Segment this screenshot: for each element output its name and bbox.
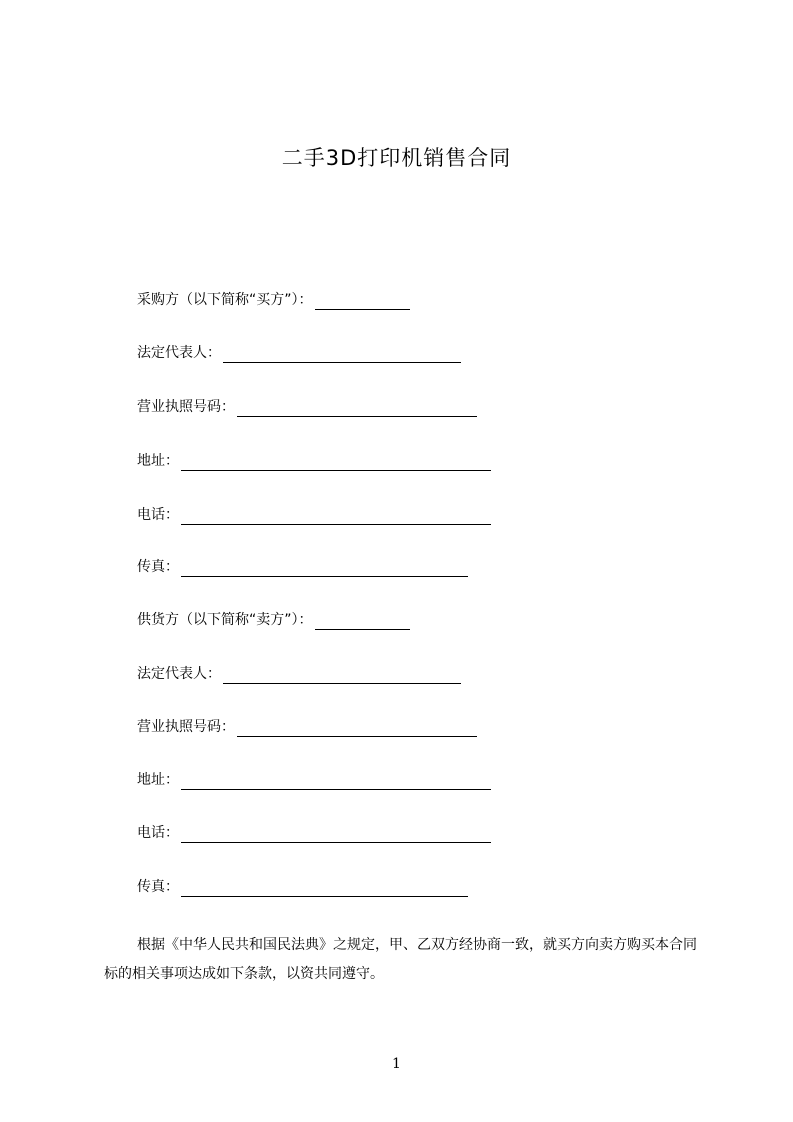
seller-legal-rep-label: 法定代表人： [137,666,221,682]
buyer-legal-rep-label: 法定代表人： [137,345,221,361]
buyer-fax-label: 传真： [137,559,179,575]
buyer-party-blank[interactable] [315,294,410,310]
seller-phone-label: 电话： [137,825,179,841]
buyer-address-field [137,451,491,471]
seller-address-field [137,770,491,790]
buyer-phone-blank[interactable] [181,509,491,525]
buyer-fax-field [137,557,468,577]
page-number: 1 [392,1056,401,1072]
seller-party-field [137,610,410,630]
buyer-license-label: 营业执照号码： [137,399,235,415]
buyer-party-label: 采购方（以下简称“买方”）： [137,292,313,308]
buyer-license-field [137,397,477,417]
preamble-text: 根据《中华人民共和国民法典》之规定，甲、乙双方经协商一致，就买方向卖方购买本合同标的相关事项达成如下条款，以资共同遵守。 [104,937,697,982]
seller-party-label: 供货方（以下简称“卖方”）： [137,612,313,628]
seller-address-label: 地址： [137,772,179,788]
buyer-legal-rep-field [137,343,461,363]
seller-legal-rep-blank[interactable] [223,668,461,684]
buyer-legal-rep-blank[interactable] [223,347,461,363]
seller-fax-field [137,877,468,897]
seller-license-label: 营业执照号码： [137,719,235,735]
seller-address-blank[interactable] [181,774,491,790]
seller-phone-field [137,823,491,843]
seller-party-blank[interactable] [315,614,410,630]
buyer-party-field [137,290,410,310]
seller-fax-label: 传真： [137,879,179,895]
buyer-fax-blank[interactable] [181,561,468,577]
buyer-license-blank[interactable] [237,401,477,417]
seller-license-blank[interactable] [237,721,477,737]
document-title: 二手3D打印机销售合同 [281,146,512,170]
seller-license-field [137,717,477,737]
buyer-phone-label: 电话： [137,507,179,523]
seller-legal-rep-field [137,664,461,684]
seller-fax-blank[interactable] [181,881,468,897]
seller-phone-blank[interactable] [181,827,491,843]
buyer-address-label: 地址： [137,453,179,469]
preamble-paragraph [104,931,704,989]
buyer-phone-field [137,505,491,525]
buyer-address-blank[interactable] [181,455,491,471]
